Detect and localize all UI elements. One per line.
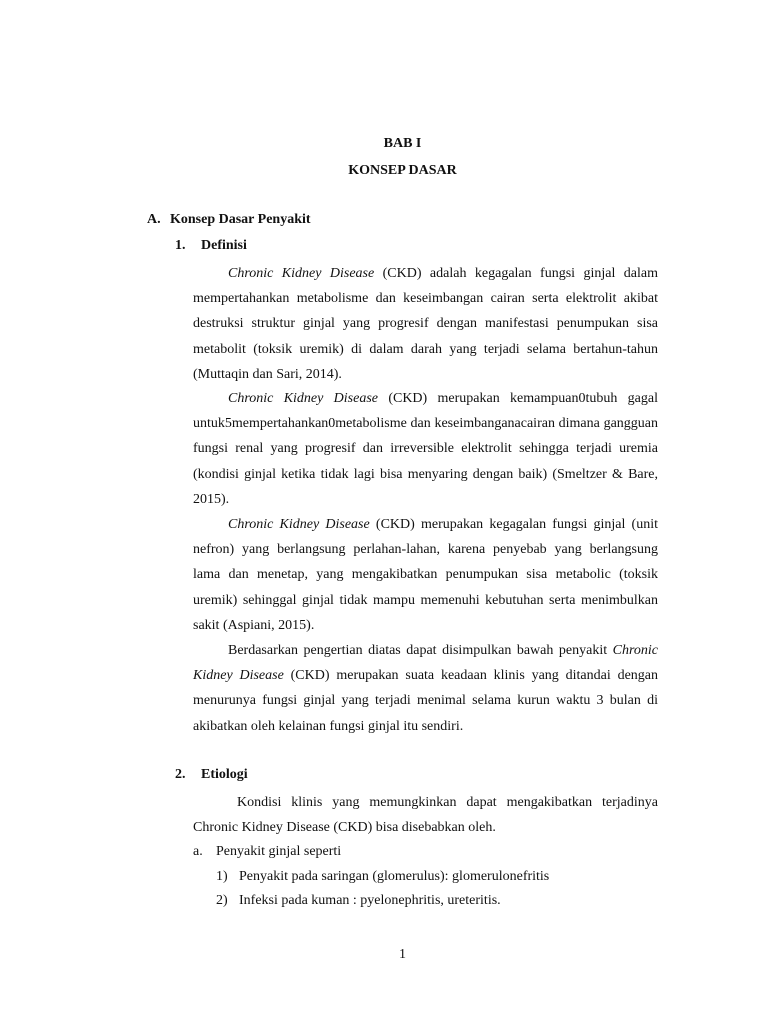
paragraph-text: (CKD) merupakan kemampuan0tubuh gagal untuk5mempertahankan0metabolisme dan keseimbanganacairan dimana gangguan fungsi renal yang progresif dan irreversible elektrolit sehingga terjadi uremia (kondisi ginjal ketika tidak lagi bisa menyaring dengan baik) (Smeltzer & Bare, 2015). (193, 391, 658, 507)
etiology-subitem-1-text: Penyakit pada saringan (glomerulus): glomerulonefritis (239, 869, 550, 884)
term-ckd: Chronic Kidney Disease (228, 517, 370, 532)
subsection-1-title: Definisi (201, 238, 247, 253)
etiology-subitem-1-marker: 1) (216, 869, 228, 884)
etiology-subitem-2-marker: 2) (216, 893, 228, 908)
etiology-item-a-marker: a. (193, 844, 203, 859)
subsection-2-marker: 2. (175, 767, 186, 782)
chapter-heading: BAB I (383, 136, 422, 151)
term-ckd: Chronic Kidney Disease (228, 266, 375, 281)
etiology-intro-paragraph: Kondisi klinis yang memungkinkan dapat mengakibatkan terjadinya Chronic Kidney Disease (CKD) bisa disebabkan oleh. (193, 795, 658, 836)
section-a-title: Konsep Dasar Penyakit (170, 212, 311, 227)
term-ckd: Chronic Kidney Disease (193, 643, 658, 684)
section-a-marker: A. (147, 212, 161, 227)
definition-paragraph-1 (193, 261, 658, 387)
definition-conclusion-paragraph (193, 638, 658, 739)
paragraph-text: (CKD) merupakan kegagalan fungsi ginjal (unit nefron) yang berlangsung perlahan-lahan, karena penyebab yang berlangsung lama dan menetap, yang mengakibatkan penumpukan sisa metabolic (toksik uremik) sehinggal ginjal tidak mampu memenuhi kebutuhan serta menimbulkan sakit (Aspiani, 2015). (193, 517, 658, 633)
subsection-1-marker: 1. (175, 238, 186, 253)
subsection-2-title: Etiologi (201, 767, 248, 782)
chapter-title: KONSEP DASAR (348, 163, 457, 178)
paragraph-text: (CKD) adalah kegagalan fungsi ginjal dalam mempertahankan metabolisme dan keseimbangan cairan serta elektrolit akibat destruksi struktur ginjal yang progresif dengan manifestasi penumpukan sisa metabolit (toksik uremik) di dalam darah yang terjadi selama bertahun-tahun (Muttaqin dan Sari, 2014). (193, 266, 658, 382)
paragraph-text: (CKD) merupakan suata keadaan klinis yang ditandai dengan menurunya fungsi ginjal yang terjadi menimal selama kurun waktu 3 bulan di akibatkan oleh kelainan fungsi ginjal itu sendiri. (193, 668, 658, 734)
etiology-item-a-text: Penyakit ginjal seperti (216, 844, 342, 859)
paragraph-lead: Berdasarkan pengertian diatas dapat disimpulkan bawah penyakit (228, 643, 613, 658)
page-number: 1 (399, 947, 406, 962)
term-ckd: Chronic Kidney Disease (228, 391, 378, 406)
definition-paragraph-2 (193, 386, 658, 512)
etiology-subitem-2-text: Infeksi pada kuman : pyelonephritis, ureteritis. (239, 893, 501, 908)
definition-paragraph-3 (193, 512, 658, 638)
